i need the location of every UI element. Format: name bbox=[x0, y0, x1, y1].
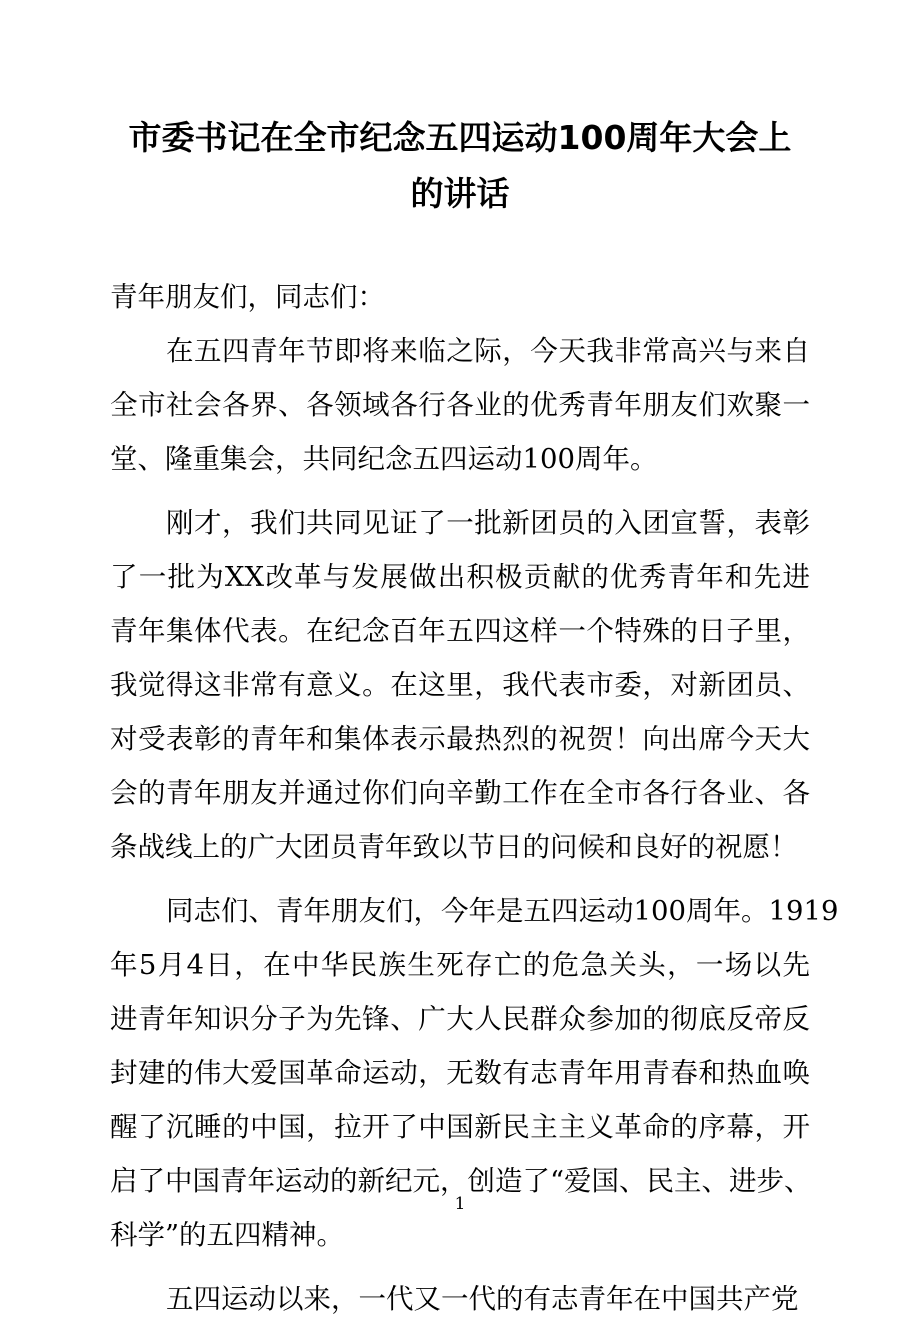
paragraph-line: 科学”的五四精神。 bbox=[110, 1219, 345, 1251]
paragraph-line: 刚才，我们共同见证了一批新团员的入团宣誓，表彰 bbox=[166, 507, 810, 539]
paragraph-line: 青年集体代表。在纪念百年五四这样一个特殊的日子里， bbox=[110, 615, 810, 647]
paragraph-line: 醒了沉睡的中国，拉开了中国新民主主义革命的序幕，开 bbox=[110, 1111, 810, 1143]
paragraph-line: 封建的伟大爱国革命运动，无数有志青年用青春和热血唤 bbox=[110, 1057, 810, 1089]
paragraph-line: 年5月4日，在中华民族生死存亡的危急关头，一场以先 bbox=[110, 949, 810, 981]
paragraph-line: 会的青年朋友并通过你们向辛勤工作在全市各行各业、各 bbox=[110, 777, 810, 809]
paragraph-2 bbox=[110, 496, 810, 874]
paragraph-line: 条战线上的广大团员青年致以节日的问候和良好的祝愿！ bbox=[110, 831, 798, 863]
paragraph-line: 五四运动以来，一代又一代的有志青年在中国共产党 bbox=[166, 1283, 799, 1315]
title-line: 市委书记在全市纪念五四运动100周年大会上 bbox=[128, 118, 792, 157]
salutation-text: 青年朋友们，同志们： bbox=[110, 281, 385, 313]
paragraph-line: 全市社会各界、各领域各行各业的优秀青年朋友们欢聚一 bbox=[110, 389, 810, 421]
page-number: 1 bbox=[454, 1194, 466, 1214]
paragraph-line: 对受表彰的青年和集体表示最热烈的祝贺！向出席今天大 bbox=[110, 723, 810, 755]
title-line: 的讲话 bbox=[410, 174, 510, 213]
paragraph-line: 启了中国青年运动的新纪元，创造了“爱国、民主、进步、 bbox=[110, 1165, 812, 1197]
paragraph-line: 在五四青年节即将来临之际，今天我非常高兴与来自 bbox=[166, 335, 810, 367]
paragraph-line: 我觉得这非常有意义。在这里，我代表市委，对新团员、 bbox=[110, 669, 810, 701]
paragraph-line: 同志们、青年朋友们，今年是五四运动100周年。1919 bbox=[166, 895, 839, 927]
paragraph-1 bbox=[110, 324, 810, 486]
document-body bbox=[110, 270, 839, 1326]
paragraph-line: 堂、隆重集会，共同纪念五四运动100周年。 bbox=[110, 443, 658, 475]
document-title bbox=[100, 110, 820, 222]
paragraph-4 bbox=[110, 1272, 810, 1326]
paragraph-line: 了一批为XX改革与发展做出积极贡献的优秀青年和先进 bbox=[110, 561, 810, 593]
salutation bbox=[110, 270, 810, 324]
paragraph-line: 进青年知识分子为先锋、广大人民群众参加的彻底反帝反 bbox=[110, 1003, 810, 1035]
